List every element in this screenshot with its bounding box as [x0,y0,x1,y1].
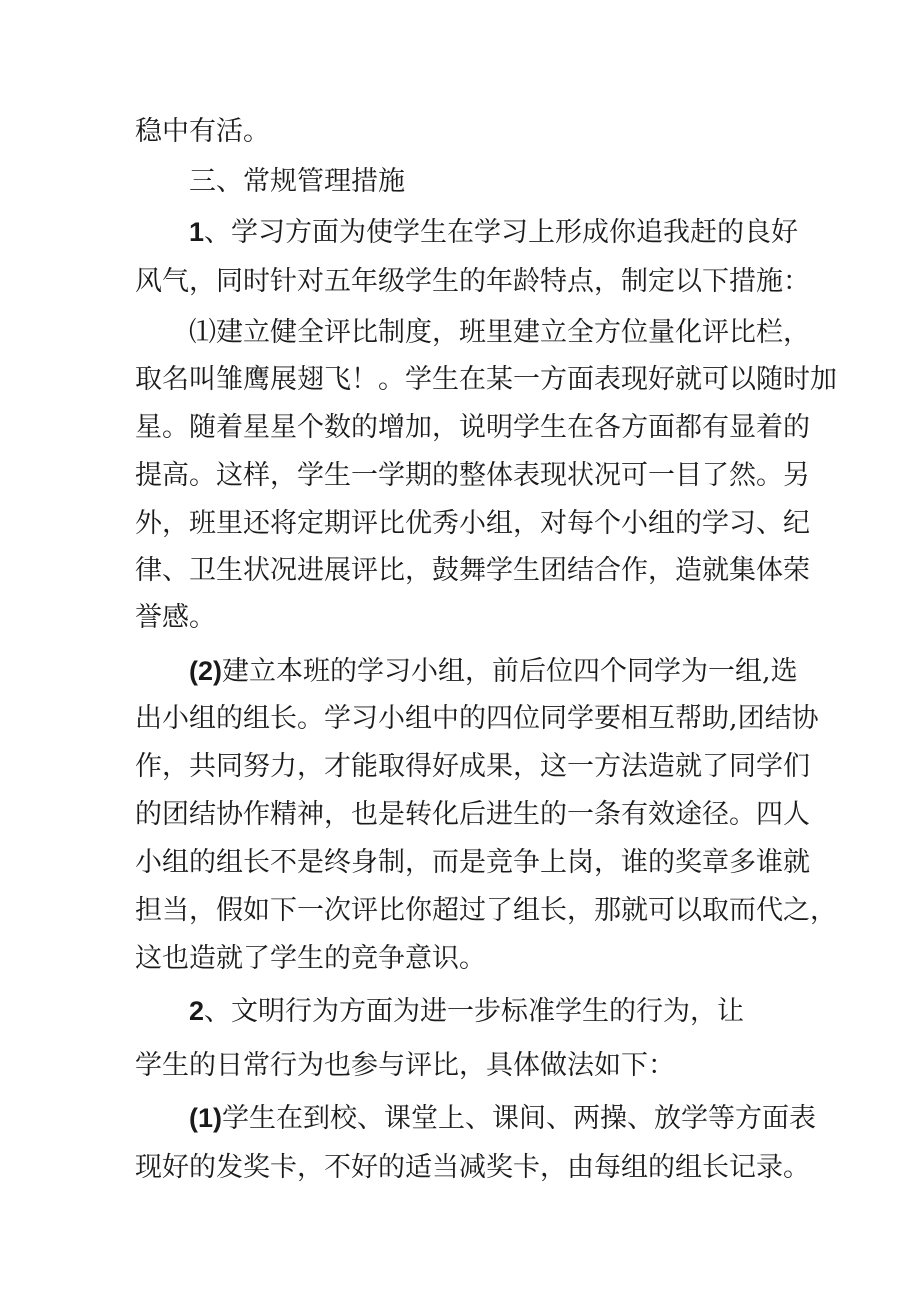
paragraph-line: 小组的组长不是终身制，而是竞争上岗，谁的奖章多谁就 [135,847,810,878]
paragraph-line: 担当，假如下一次评比你超过了组长，那就可以取而代之， [135,895,837,926]
item-number: 2 [189,996,205,1026]
paragraph-line: 的团结协作精神，也是转化后进生的一条有效途径。四人 [135,799,810,830]
paragraph-line: 2、文明行为方面为进一步标准学生的行为，让 [189,996,745,1027]
paragraph-line: 提高。这样，学生一学期的整体表现状况可一目了然。另 [135,460,810,491]
item-number: 1 [189,217,205,247]
paragraph-line: 学生的日常行为也参与评比，具体做法如下： [135,1050,675,1081]
paragraph-line: ⑴建立健全评比制度，班里建立全方位量化评比栏， [189,317,810,348]
item-number: ⑴ [189,317,216,347]
paragraph-line: 星。随着星星个数的增加，说明学生在各方面都有显着的 [135,412,810,443]
paragraph-line: 外，班里还将定期评比优秀小组，对每个小组的学习、纪 [135,508,810,539]
paragraph-line: 现好的发奖卡，不好的适当减奖卡，由每组的组长记录。 [135,1152,810,1183]
paragraph-line: 稳中有活。 [135,116,270,147]
paragraph-line: 律、卫生状况进展评比，鼓舞学生团结合作，造就集体荣 [135,555,810,586]
paragraph-line: 这也造就了学生的竞争意识。 [135,943,486,974]
section-heading: 三、常规管理措施 [189,166,405,197]
paragraph-line: (2)建立本班的学习小组，前后位四个同学为一组,选 [189,656,798,687]
paragraph-line: 风气，同时针对五年级学生的年龄特点，制定以下措施： [135,266,810,297]
paragraph-line: (1)学生在到校、课堂上、课间、两操、放学等方面表 [189,1103,816,1134]
paragraph-line: 1、学习方面为使学生在学习上形成你追我赶的良好 [189,217,799,248]
item-number: (2) [189,656,222,686]
paragraph-line: 作，共同努力，才能取得好成果，这一方法造就了同学们 [135,751,810,782]
item-number: (1) [189,1103,222,1133]
paragraph-line: 取名叫雏鹰展翅飞！。学生在某一方面表现好就可以随时加 [135,364,837,395]
paragraph-line: 誉感。 [135,602,216,633]
paragraph-line: 出小组的组长。学习小组中的四位同学要相互帮助,团结协 [135,703,819,734]
